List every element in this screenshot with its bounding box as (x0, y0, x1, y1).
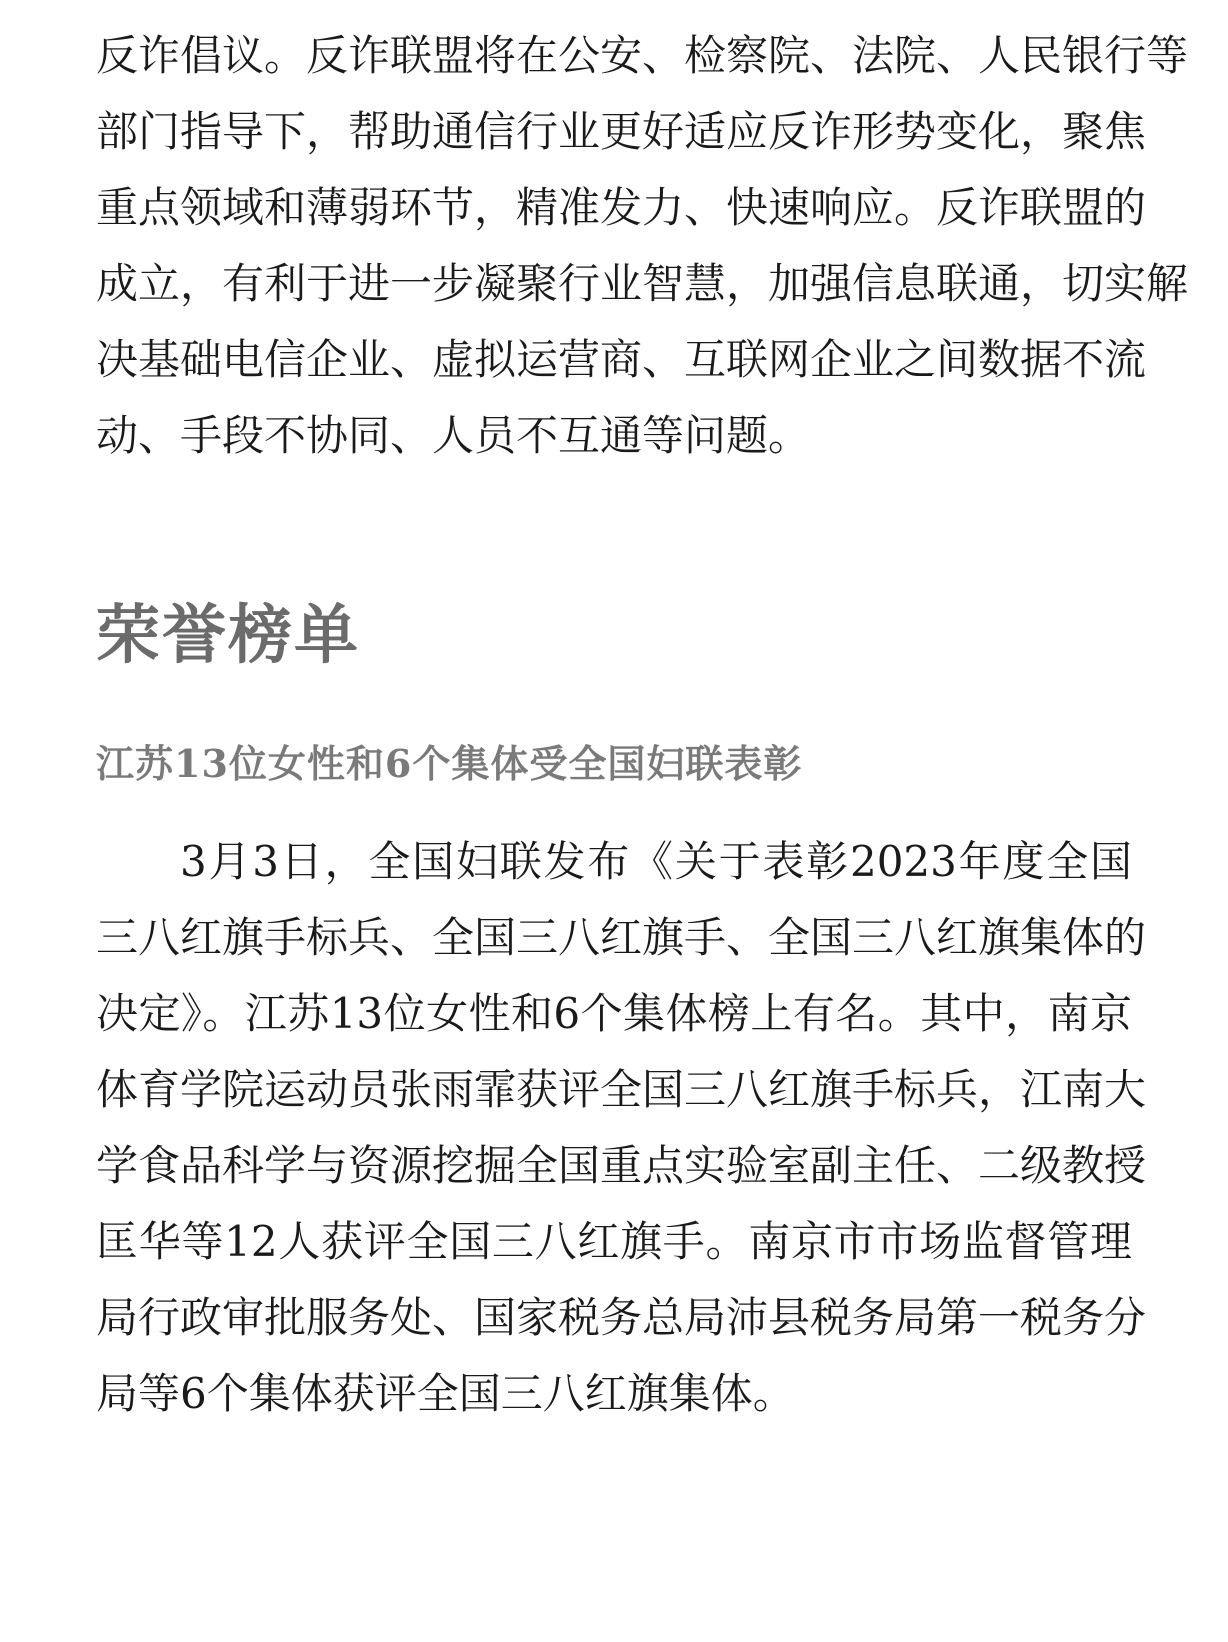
intro-line: 成立，有利于进一步凝聚行业智慧，加强信息联通，切实解 (96, 259, 1189, 308)
article-title: 江苏13位女性和6个集体受全国妇联表彰 (96, 741, 803, 786)
intro-line: 反诈倡议。反诈联盟将在公安、检察院、法院、人民银行等 (96, 31, 1189, 80)
article-line: 决定》。江苏13位女性和6个集体榜上有名。其中，南京 (96, 989, 1132, 1038)
article-line: 局行政审批服务处、国家税务总局沛县税务局第一税务分 (96, 1293, 1147, 1342)
article-line: 三八红旗手标兵、全国三八红旗手、全国三八红旗集体的 (96, 913, 1147, 962)
intro-line: 动、手段不协同、人员不互通等问题。 (96, 411, 811, 460)
article-line: 局等6个集体获评全国三八红旗集体。 (96, 1369, 795, 1418)
intro-paragraph (96, 18, 1189, 474)
intro-line: 重点领域和薄弱环节，精准发力、快速响应。反诈联盟的 (96, 183, 1147, 232)
intro-line: 决基础电信企业、虚拟运营商、互联网企业之间数据不流 (96, 335, 1147, 384)
article-paragraph (96, 824, 1147, 1432)
article-line: 学食品科学与资源挖掘全国重点实验室副主任、二级教授 (96, 1141, 1147, 1190)
article-line: 体育学院运动员张雨霏获评全国三八红旗手标兵，江南大 (96, 1065, 1147, 1114)
article-line: 匡华等12人获评全国三八红旗手。南京市市场监督管理 (96, 1217, 1132, 1266)
section-heading: 荣誉榜单 (96, 599, 360, 673)
article-line: 3月3日，全国妇联发布《关于表彰2023年度全国 (180, 837, 1132, 886)
intro-line: 部门指导下，帮助通信行业更好适应反诈形势变化，聚焦 (96, 107, 1147, 156)
